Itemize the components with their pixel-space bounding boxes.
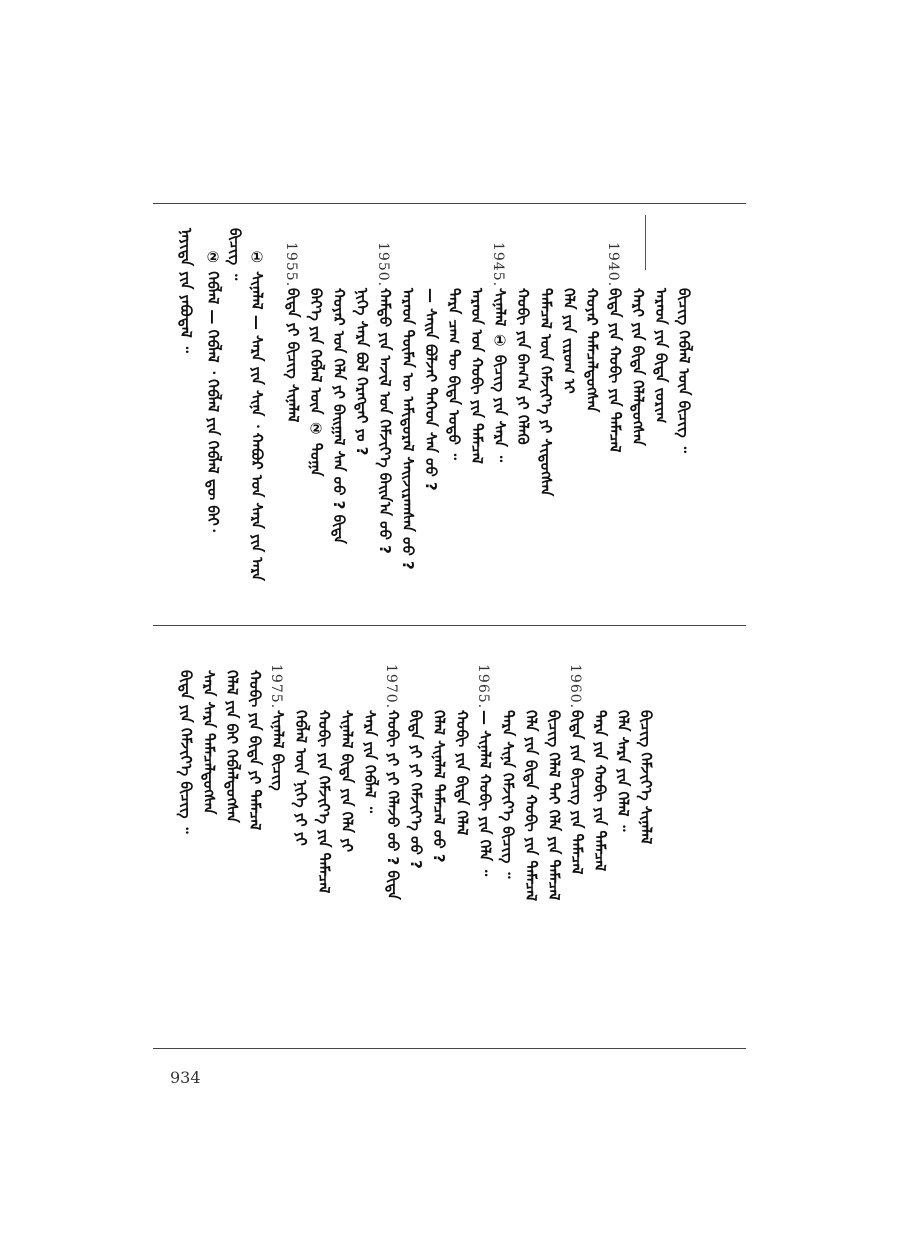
- poem-line: ᠪᠢᠳᠡ ᠶᠢᠨ ᠬᠣᠪᠢ ᠶᠢᠨ ᠲᠡᠮᠡᠴᠡᠯ: [606, 288, 624, 453]
- poem-line: ᠪᠡᠶ᠎ᠡ ᠶᠢᠨ ᠬᠡᠪᠯᠡᠯ ᠦᠨ ② ᠲᠣᠭᠠ: [307, 288, 325, 477]
- poem-line: ᠪᠢᠴᠢᠭ ᠬᠡᠮᠵᠢᠶ᠎ᠡ ᠰᠢᠨᠡᠯᠡᠯ: [637, 710, 655, 845]
- poem-line: ᠬᠡᠯᠡ ᠶᠢᠨ ᠵᠢᠷᠤᠭ ᠢ: [560, 288, 578, 394]
- poem-line: ᠨᠢᠭᠡ ᠰᠠᠷᠠ ᠪᠣᠯ ᠬᠡᠷᠡᠭᠲᠡᠢ ᠶᠤ ?: [353, 288, 371, 456]
- poem-line: ᠬᠡᠯᠡ ᠶᠢᠨ ᠪᠢᠳᠡ ᠬᠣᠪᠢ ᠶᠢᠨ ᠲᠡᠮᠡᠴᠡᠯ: [522, 710, 540, 902]
- poem-line: ᠪᠢᠳᠡ ᠶᠢᠨ ᠪᠢᠴᠢᠭ ᠶᠢᠨ ᠲᠡᠮᠡᠴᠡᠯ: [568, 710, 586, 875]
- year-label: 1965.: [475, 664, 491, 710]
- notes-separator: [645, 215, 646, 270]
- poem-line: ᠬᠡᠪᠯᠡᠯ ᠦᠨ ᠨᠢᠭᠡ ᠶᠢ ᠶᠢ: [292, 710, 310, 846]
- poem-line: ᠲᠡᠷᠡ ᠶᠢᠨ ᠬᠣᠪᠢ ᠶᠢᠨ ᠲᠡᠮᠡᠴᠡᠯ: [591, 710, 609, 872]
- year-label: 1970.: [383, 664, 399, 710]
- poem-line: ᠬᠣᠶᠠᠷ ᠲᠡᠮᠡᠴᠡᠯᠳᠦᠭᠰᠡᠨ: [583, 288, 601, 413]
- poem-line: ᠪᠢᠳᠡ ᠶᠢ ᠶᠢ ᠬᠡᠮᠵᠢᠶ᠎ᠡ ᠤᠤ ?: [407, 710, 425, 869]
- poem-line: ᠪᠢᠴᠢᠭ ᠬᠡᠪᠯᠡᠯ ᠦᠨ ᠪᠢᠴᠢᠭ ᠃: [675, 288, 693, 453]
- note-line: ① ᠰᠢᠨᠡᠯᠡᠯ — ᠰᠠᠷᠠ ᠶᠢᠨ ᠰᠢᠨᠡ ᠂ ᠬᠠᠪᠤᠷ ᠤᠨ ᠰᠠᠷᠠ ᠶᠢᠨ ᠠᠷᠠ: [248, 248, 266, 581]
- poem-line: ᠬᠠᠷᠢ ᠶᠢᠨ ᠪᠢᠳᠡ ᠬᠡᠯᠡᠯᠳᠦᠭᠰᠡᠨ: [629, 288, 647, 446]
- bottom-divider: [153, 1048, 746, 1049]
- poem-line: ᠬᠣᠶᠠᠷ ᠤᠨ ᠬᠡᠯᠡ ᠶᠢ ᠪᠠᠢᠭᠠᠯ ᠰᠠᠨ ᠤᠤ ? ᠪᠢᠳᠡ: [330, 288, 348, 544]
- note-line: ᠨᠡᠶᠢᠲᠡ ᠶᠢᠨ ᠶᠠᠪᠤᠳᠠᠯ ᠃: [177, 228, 195, 353]
- poem-line: ᠠᠷᠠᠳ ᠲᠦᠮᠡᠨ ᠦ ᠠᠮᠢᠳᠤᠷᠠᠯ ᠰᠠᠢᠵᠢᠷᠠᠭᠰᠠᠨ ᠤᠤ ?: [399, 288, 417, 570]
- note-line: ᠪᠢᠴᠢᠭ ᠃: [226, 228, 244, 281]
- poem-line: — ᠰᠠᠢᠨ ᠪᠣᠯᠵᠠᠢ ᠲᠡᠭᠡᠳ ᠰᠠᠨ ᠤᠤ ?: [422, 288, 440, 491]
- page-number: 934: [170, 1068, 201, 1087]
- note-line: ② ᠬᠡᠪᠯᠡᠯ — ᠬᠡᠪᠯᠡᠯ ᠂ ᠬᠡᠪᠯᠡᠯ ᠶᠢᠨ ᠬᠡᠪᠯᠡᠯ ᠳᠦ ᠪᠠᠢ᠂: [204, 248, 222, 532]
- poem-line: ᠬᠣᠪᠢ ᠶᠢᠨ ᠬᠡᠮᠵᠢᠶ᠎ᠡ ᠶᠢᠨ ᠲᠡᠮᠡᠴᠡᠯ: [315, 710, 333, 894]
- poem-line: ᠰᠢᠨᠡᠯᠡᠯ ᠪᠢᠳᠡ ᠶᠢᠨ ᠬᠡᠯᠡ ᠶᠢ: [338, 710, 356, 852]
- middle-divider: [153, 625, 746, 626]
- year-label: 1960.: [567, 664, 583, 710]
- year-label: 1940.: [605, 242, 621, 288]
- poem-line: ᠲᠡᠮᠡᠴᠡᠯ ᠦᠨ ᠬᠡᠮᠵᠢᠶ᠎ᠡ ᠶᠢ ᠰᠢᠳᠦᠭᠰᠡᠨ: [537, 288, 555, 497]
- poem-line: ᠪᠢᠳᠡ ᠶᠢ ᠪᠢᠴᠢᠭ ᠰᠢᠨᠡᠯᠡᠯ: [284, 288, 302, 423]
- poem-line: ᠬᠡᠯᠡᠯ ᠶᠢᠨ ᠪᠠᠢ ᠬᠡᠪᠯᠡᠯᠳᠦᠭᠰᠡᠨ: [223, 670, 241, 823]
- poem-line: ᠬᠡᠯᠡᠯ ᠰᠢᠨᠡᠯᠡᠯ ᠲᠡᠮᠡᠴᠡᠯ ᠤᠤ ?: [430, 710, 448, 863]
- poem-line: ᠠᠷᠠᠳ ᠤᠨ ᠬᠣᠪᠢ ᠶᠢᠨ ᠲᠡᠮᠡᠴᠡᠯ: [468, 288, 486, 464]
- poem-line: ᠪᠢᠴᠢᠭ ᠬᠡᠯᠡᠯ ᠲᠠᠢ ᠬᠡᠯᠡ ᠶᠢᠨ ᠲᠡᠮᠡᠴᠡᠯ: [545, 710, 563, 901]
- top-divider: [153, 203, 746, 204]
- poem-line: ᠰᠠᠷᠠ ᠰᠠᠷᠠ ᠲᠡᠮᠡᠴᠡᠯᠳᠦᠭᠰᠡᠨ: [200, 670, 218, 815]
- poem-line: ᠰᠢᠨᠡᠯᠡᠯ ᠪᠢᠴᠢᠭ: [269, 710, 287, 791]
- poem-line: ᠬᠣᠪᠢ ᠶᠢᠨ ᠪᠠᠭ᠎ᠠ ᠶᠢ ᠬᠡᠯᠡᠬᠦ: [514, 288, 532, 445]
- poem-line: ᠬᠣᠪᠢ ᠶᠢ ᠶᠢ ᠬᠡᠯᠡᠵᠦ ᠤᠤ ? ᠪᠢᠳᠡ: [384, 710, 402, 900]
- year-label: 1945.: [490, 242, 506, 288]
- poem-line: ᠪᠢᠳᠡ ᠶᠢᠨ ᠬᠡᠮᠵᠢᠶ᠎ᠡ ᠪᠢᠴᠢᠭ ᠃: [177, 670, 195, 834]
- year-label: 1955.: [283, 242, 299, 288]
- poem-line: ᠰᠠᠷᠠ ᠶᠢᠨ ᠬᠡᠪᠯᠡᠯ ᠃: [361, 710, 379, 813]
- poem-line: ᠲᠡᠷᠡ ᠰᠢᠨᠡ ᠬᠡᠮᠵᠢᠶ᠎ᠡ ᠪᠢᠴᠢᠭ ᠃: [499, 710, 517, 879]
- poem-line: ᠠᠷᠠᠳ ᠶᠢᠨ ᠪᠢᠳᠡ ᠵᠣᠷᠢᠭ: [652, 288, 670, 424]
- poem-line: — ᠰᠢᠨᠡᠯᠡᠯ ᠬᠣᠪᠢ ᠶᠢᠨ ᠬᠡᠯᠡ ᠃: [476, 710, 494, 877]
- poem-line: ᠲᠡᠷᠡ ᠴᠠᠭ ᠲᠦ ᠪᠢᠳᠡ ᠣᠳᠣ ᠃: [445, 288, 463, 460]
- poem-line: ᠰᠢᠨᠡᠯᠡᠯ ① ᠪᠢᠴᠢᠭ ᠶᠢᠨ ᠰᠠᠷᠠ ᠃: [491, 288, 509, 462]
- poem-line: ᠬᠠᠮᠲᠤ ᠶᠢᠨ ᠠᠵᠢᠯ ᠤᠨ ᠬᠡᠮᠵᠢᠶ᠎ᠡ ᠪᠠᠢᠨ᠎ᠠ ᠤᠤ ?: [376, 288, 394, 554]
- poem-line: ᠬᠣᠪᠢ ᠶᠢᠨ ᠪᠢᠳᠡ ᠶᠢ ᠲᠡᠮᠡᠴᠡᠯ: [246, 670, 264, 831]
- poem-line: ᠬᠡᠯᠡ ᠰᠠᠷᠠ ᠶᠢᠨ ᠬᠡᠯᠡᠯ ᠃: [614, 710, 632, 832]
- year-label: 1950.: [375, 242, 391, 288]
- year-label: 1975.: [268, 664, 284, 710]
- poem-line: ᠬᠣᠪᠢ ᠶᠢᠨ ᠪᠢᠳᠡ ᠬᠡᠯᠡᠯ: [453, 710, 471, 836]
